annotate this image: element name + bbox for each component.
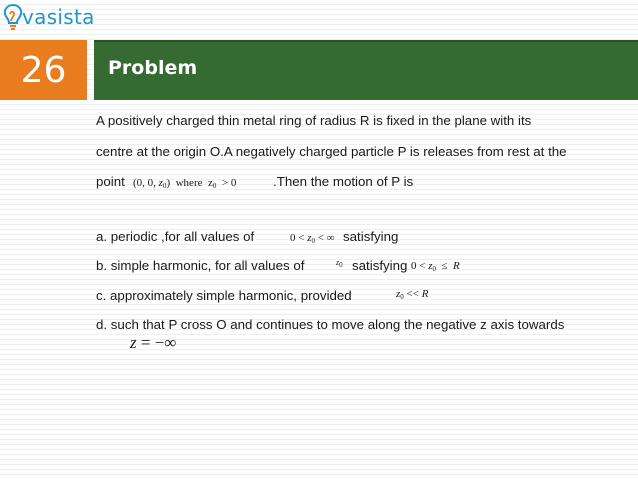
option-d-formula: z = −∞ [130,333,177,352]
problem-line-2: centre at the origin O.A negatively charged particle P is releases from rest at the [96,144,567,159]
problem-line-1: A positively charged thin metal ring of radius R is fixed in the plane with its [96,113,532,128]
option-a-tail: satisfying [343,229,399,244]
option-c-text: c. approximately simple harmonic, provided [96,288,352,303]
option-a-formula: $0 < z_0$ < ∞ [290,232,335,245]
slide-number: 26 [20,49,67,91]
option-b-formula: $0 < z_0 \le R$ [411,260,460,273]
slide-number-box [0,40,87,100]
option-b-variable: $z_0$ [336,258,343,269]
point-formula: (0, 0, $z_0$) where $z_0 > 0$ [133,177,237,190]
logo-text: vasista [22,5,95,29]
option-d-text: d. such that P cross O and continues to move along the negative z axis towards [96,317,565,332]
lightbulb-icon [2,3,24,31]
problem-line-3-prefix: point [96,174,125,189]
problem-line-3-suffix: .Then the motion of P is [273,174,414,189]
option-c-formula: $z_0 << R$ [396,288,429,301]
option-a-text: a. periodic ,for all values of [96,229,255,244]
option-b-text: b. simple harmonic, for all values of [96,258,305,273]
vasista-logo [2,2,95,32]
option-b-tail: satisfying [352,258,408,273]
slide-title: Problem [108,57,198,79]
title-bar [94,40,638,100]
